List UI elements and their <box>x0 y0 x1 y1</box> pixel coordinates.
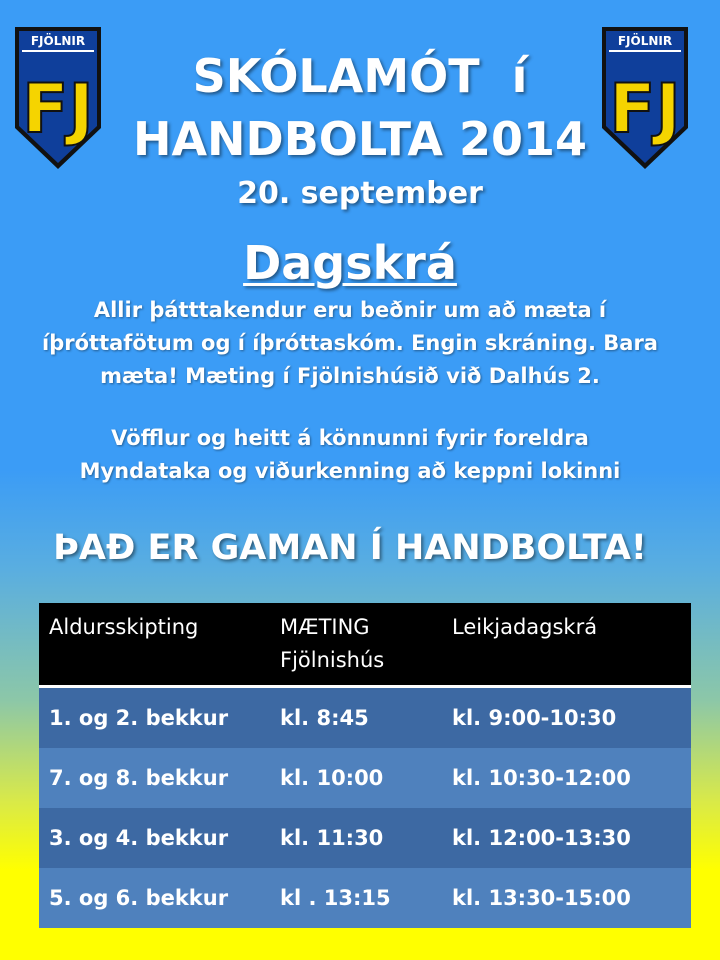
cell-games: kl. 13:30-15:00 <box>442 868 691 928</box>
instructions-line: Allir þátttakendur eru beðnir um að mæta í <box>93 298 607 322</box>
column-header-arrival-line1: MÆTING <box>280 615 370 639</box>
cell-arrival: kl. 10:00 <box>270 748 442 808</box>
schedule-table <box>39 603 691 928</box>
table-row <box>39 868 691 928</box>
instructions-line: mæta! Mæting í Fjölnishúsið við Dalhús 2. <box>100 364 600 388</box>
fjolnir-logo-right <box>599 24 691 172</box>
fjolnir-logo-left <box>12 24 104 172</box>
logo-text: FJÖLNIR <box>617 34 673 48</box>
cell-games: kl. 9:00-10:30 <box>442 687 691 749</box>
cell-arrival: kl. 11:30 <box>270 808 442 868</box>
cell-games: kl. 12:00-13:30 <box>442 808 691 868</box>
table-header-row <box>39 603 691 687</box>
cell-age-group: 1. og 2. bekkur <box>39 687 270 749</box>
cell-age-group: 5. og 6. bekkur <box>39 868 270 928</box>
cell-arrival: kl. 8:45 <box>270 687 442 749</box>
poster-title-line2: HANDBOLTA 2014 <box>132 112 588 166</box>
column-header-games: Leikjadagskrá <box>442 603 691 687</box>
extras-line: Vöfflur og heitt á könnunni fyrir foreldra <box>111 426 589 450</box>
table-row <box>39 808 691 868</box>
column-header-age-group: Aldursskipting <box>39 603 270 687</box>
cell-games: kl. 10:30-12:00 <box>442 748 691 808</box>
table-row <box>39 748 691 808</box>
poster-title-line1: SKÓLAMÓT í <box>192 49 528 103</box>
column-header-arrival <box>270 603 442 687</box>
cell-age-group: 3. og 4. bekkur <box>39 808 270 868</box>
cell-age-group: 7. og 8. bekkur <box>39 748 270 808</box>
logo-monogram: FJ <box>609 70 681 149</box>
instructions-block <box>0 294 700 393</box>
extras-line: Myndataka og viðurkenning að keppni lokinni <box>79 459 621 483</box>
table-row <box>39 687 691 749</box>
instructions-line: íþróttafötum og í íþróttaskóm. Engin skráning. Bara <box>42 331 658 355</box>
event-date: 20. september <box>237 176 483 211</box>
column-header-arrival-line2: Fjölnishús <box>280 648 385 672</box>
extras-block <box>0 422 700 488</box>
cell-arrival: kl . 13:15 <box>270 868 442 928</box>
logo-text: FJÖLNIR <box>30 34 86 48</box>
program-heading: Dagskrá <box>243 236 457 290</box>
slogan: ÞAÐ ER GAMAN Í HANDBOLTA! <box>53 528 647 568</box>
logo-monogram: FJ <box>22 70 94 149</box>
